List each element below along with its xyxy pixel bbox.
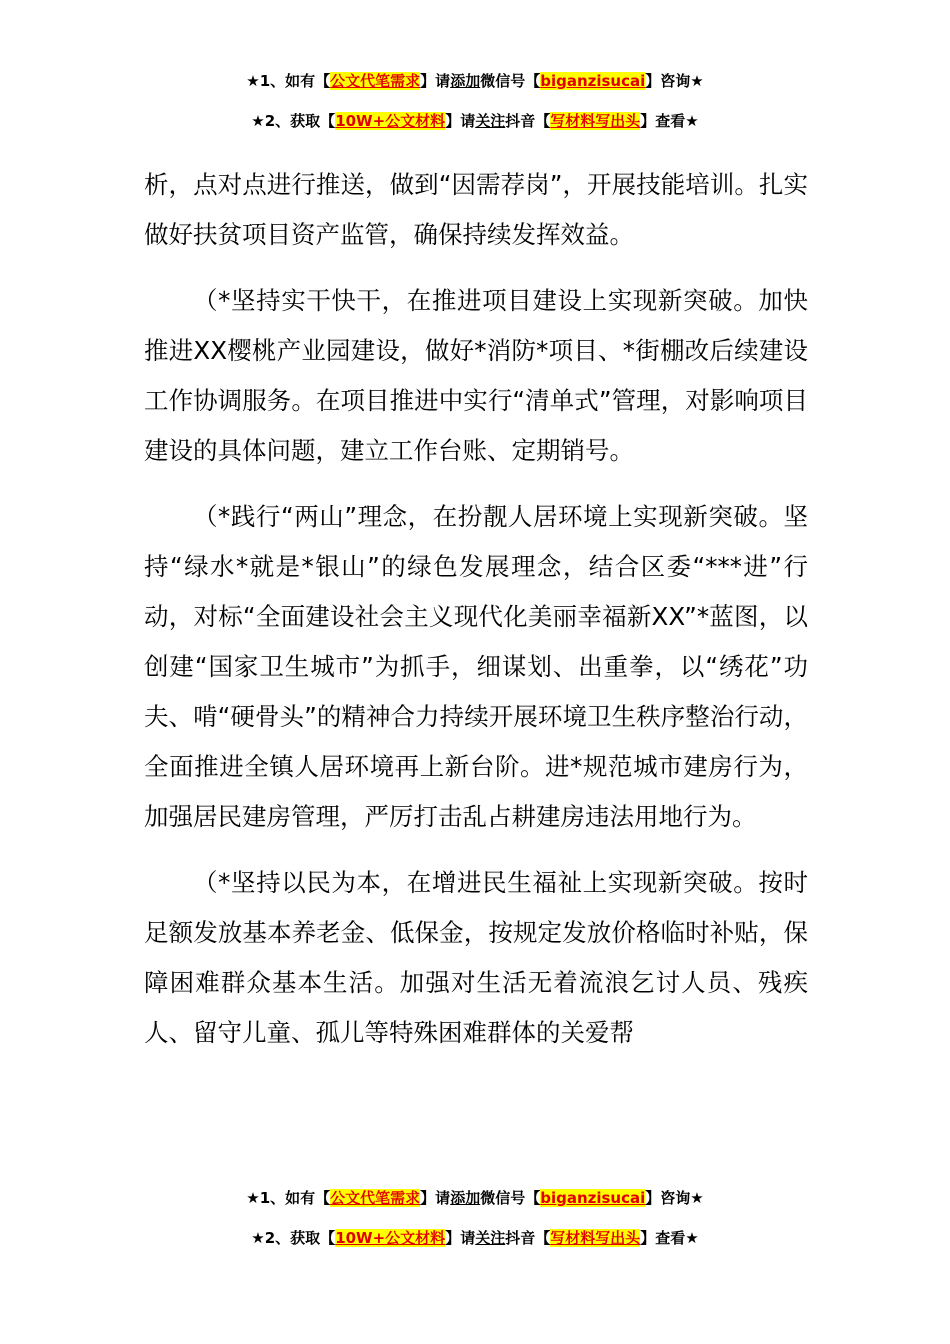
banner-underlined-text: 关注 <box>475 1229 506 1247</box>
banner-text: 】查看★ <box>640 112 699 130</box>
banner-text: ★2、获取【 <box>251 1229 336 1247</box>
paragraph-continuation: 析，点对点进行推送，做到“因需荐岗”，开展技能培训。扎实做好扶贫项目资产监管，确保持续发挥效益。 <box>144 170 808 249</box>
banner-text: ★1、如有【 <box>246 72 331 90</box>
banner-text: 】请 <box>445 1229 476 1247</box>
paragraph-project-construction: （*坚持实干快干，在推进项目建设上实现新突破。加快推进XX樱桃产业园建设，做好*消防*项目、*街棚改后续建设工作协调服务。在项目推进中实行“清单式”管理，对影响项目建设的具体问题，建立工作台账、定期销号。 <box>144 286 808 465</box>
banner-underlined-text: 添加 <box>450 1189 481 1207</box>
banner-text: 微信号【 <box>480 1189 541 1207</box>
banner-text: ★1、如有【 <box>246 1189 331 1207</box>
banner-text: 】咨询★ <box>645 72 704 90</box>
paragraph-livelihood: （*坚持以民为本，在增进民生福祉上实现新突破。按时足额发放基本养老金、低保金，按规定发放价格临时补贴，保障困难群众基本生活。加强对生活无着流浪乞讨人员、残疾人、留守儿童、孤儿等特殊困难群体的关爱帮 <box>144 868 808 1047</box>
footer-banner-line-2 <box>0 1227 950 1249</box>
banner-douyin-id: 写材料写出头 <box>550 1229 641 1247</box>
banner-douyin-id: 写材料写出头 <box>550 112 641 130</box>
paragraph-living-environment: （*践行“两山”理念，在扮靓人居环境上实现新突破。坚持“绿水*就是*银山”的绿色发展理念，结合区委“***进”行动，对标“全面建设社会主义现代化美丽幸福新XX”*蓝图，以创建“国家卫生城市”为抓手，细谋划、出重拳，以“绣花”功夫、啃“硬骨头”的精神合力持续开展环境卫生秩序整治行动，全面推进全镇人居环境再上新台阶。进*规范城市建房行为，加强居民建房管理，严厉打击乱占耕建房违法用地行为。 <box>144 502 808 831</box>
banner-highlight: 10W+公文材料 <box>335 1229 446 1247</box>
banner-text: 抖音【 <box>505 112 551 130</box>
header-banner-line-2 <box>0 110 950 132</box>
banner-text: 微信号【 <box>480 72 541 90</box>
banner-text: ★2、获取【 <box>251 112 336 130</box>
document-body <box>144 160 808 1074</box>
banner-text: 】查看★ <box>640 1229 699 1247</box>
banner-text: 】请 <box>420 72 451 90</box>
banner-wechat-id: biganzisucai <box>540 72 646 90</box>
banner-text: 】请 <box>420 1189 451 1207</box>
banner-text: 】咨询★ <box>645 1189 704 1207</box>
banner-underlined-text: 关注 <box>475 112 506 130</box>
banner-wechat-id: biganzisucai <box>540 1189 646 1207</box>
banner-highlight: 公文代笔需求 <box>330 72 421 90</box>
banner-text: 抖音【 <box>505 1229 551 1247</box>
banner-text: 】请 <box>445 112 476 130</box>
banner-highlight: 公文代笔需求 <box>330 1189 421 1207</box>
footer-banner-line-1 <box>0 1187 950 1209</box>
header-banner-line-1 <box>0 70 950 92</box>
banner-underlined-text: 添加 <box>450 72 481 90</box>
banner-highlight: 10W+公文材料 <box>335 112 446 130</box>
